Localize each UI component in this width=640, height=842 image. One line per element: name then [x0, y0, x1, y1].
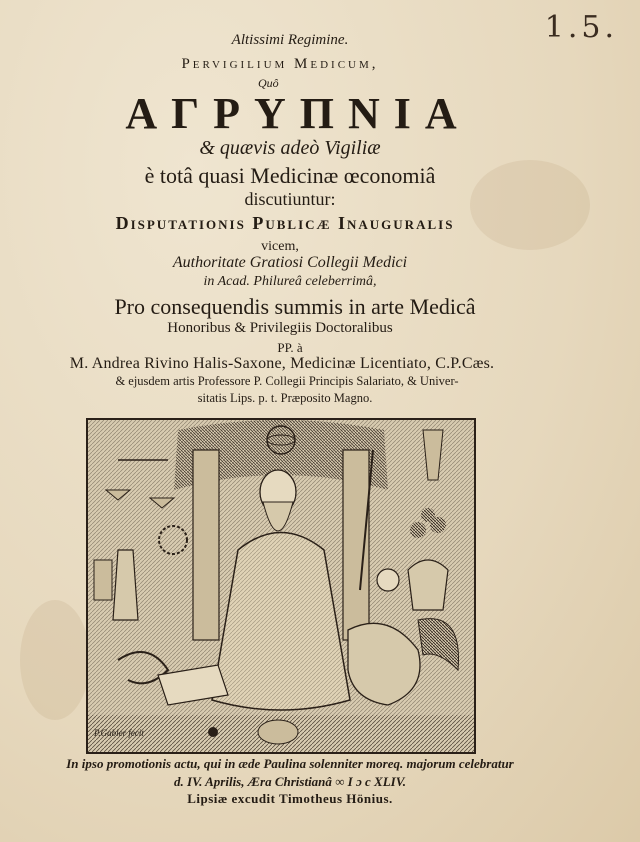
author-line: M. Andrea Rivino Halis-Saxone, Medicinæ Licentiato, C.P.Cæs. [69, 355, 495, 372]
quo-line: Quô [258, 76, 279, 90]
pro-line: Pro consequendis summis in arte Medicâ [114, 294, 476, 319]
engraver-signature: P.Gabler fecit [94, 728, 144, 738]
pp-line: PP. à [277, 340, 303, 355]
medicinae-line: è totâ quasi Medicinæ œconomiâ [144, 163, 436, 188]
professore-line: & ejusdem artis Professore P. Collegii Principis Salariato, & Univer- [115, 374, 459, 388]
authoritate-line: Authoritate Gratiosi Collegii Medici [172, 254, 408, 271]
dedication: Altissimi Regimine. [231, 32, 349, 48]
vicem-line: vicem, [261, 239, 299, 254]
sitatis-line: sitatis Lips. p. t. Præposito Magno. [197, 391, 373, 405]
paper-stain [20, 600, 90, 720]
acad-line: in Acad. Philureâ celeberrimâ, [203, 274, 377, 289]
shelfmark: 1.5. [544, 10, 618, 45]
greek-title: ΑΓΡΥΠΝΙΑ [125, 89, 471, 138]
engraving-illustration [86, 418, 476, 754]
colophon-line-2: d. IV. Aprilis, Æra Christianâ ∞ I ɔ c XLIV. [174, 774, 406, 789]
honoribus-line: Honoribus & Privilegiis Doctoralibus [167, 320, 393, 336]
colophon-line-3: Lipsiæ excudit Timotheus Hönius. [187, 791, 393, 806]
engraving-drawing [88, 420, 474, 752]
pervigilium-line: Pervigilium Medicum, [181, 56, 379, 72]
disputationis-line: Disputationis Publicæ Inauguralis [115, 213, 455, 233]
colophon-line-1: In ipso promotionis actu, qui in æde Paulina solenniter moreq. majorum celebratur [66, 756, 514, 771]
vigiliae-line: & quævis adeò Vigiliæ [199, 137, 381, 159]
discutiuntur-line: discutiuntur: [244, 189, 336, 209]
